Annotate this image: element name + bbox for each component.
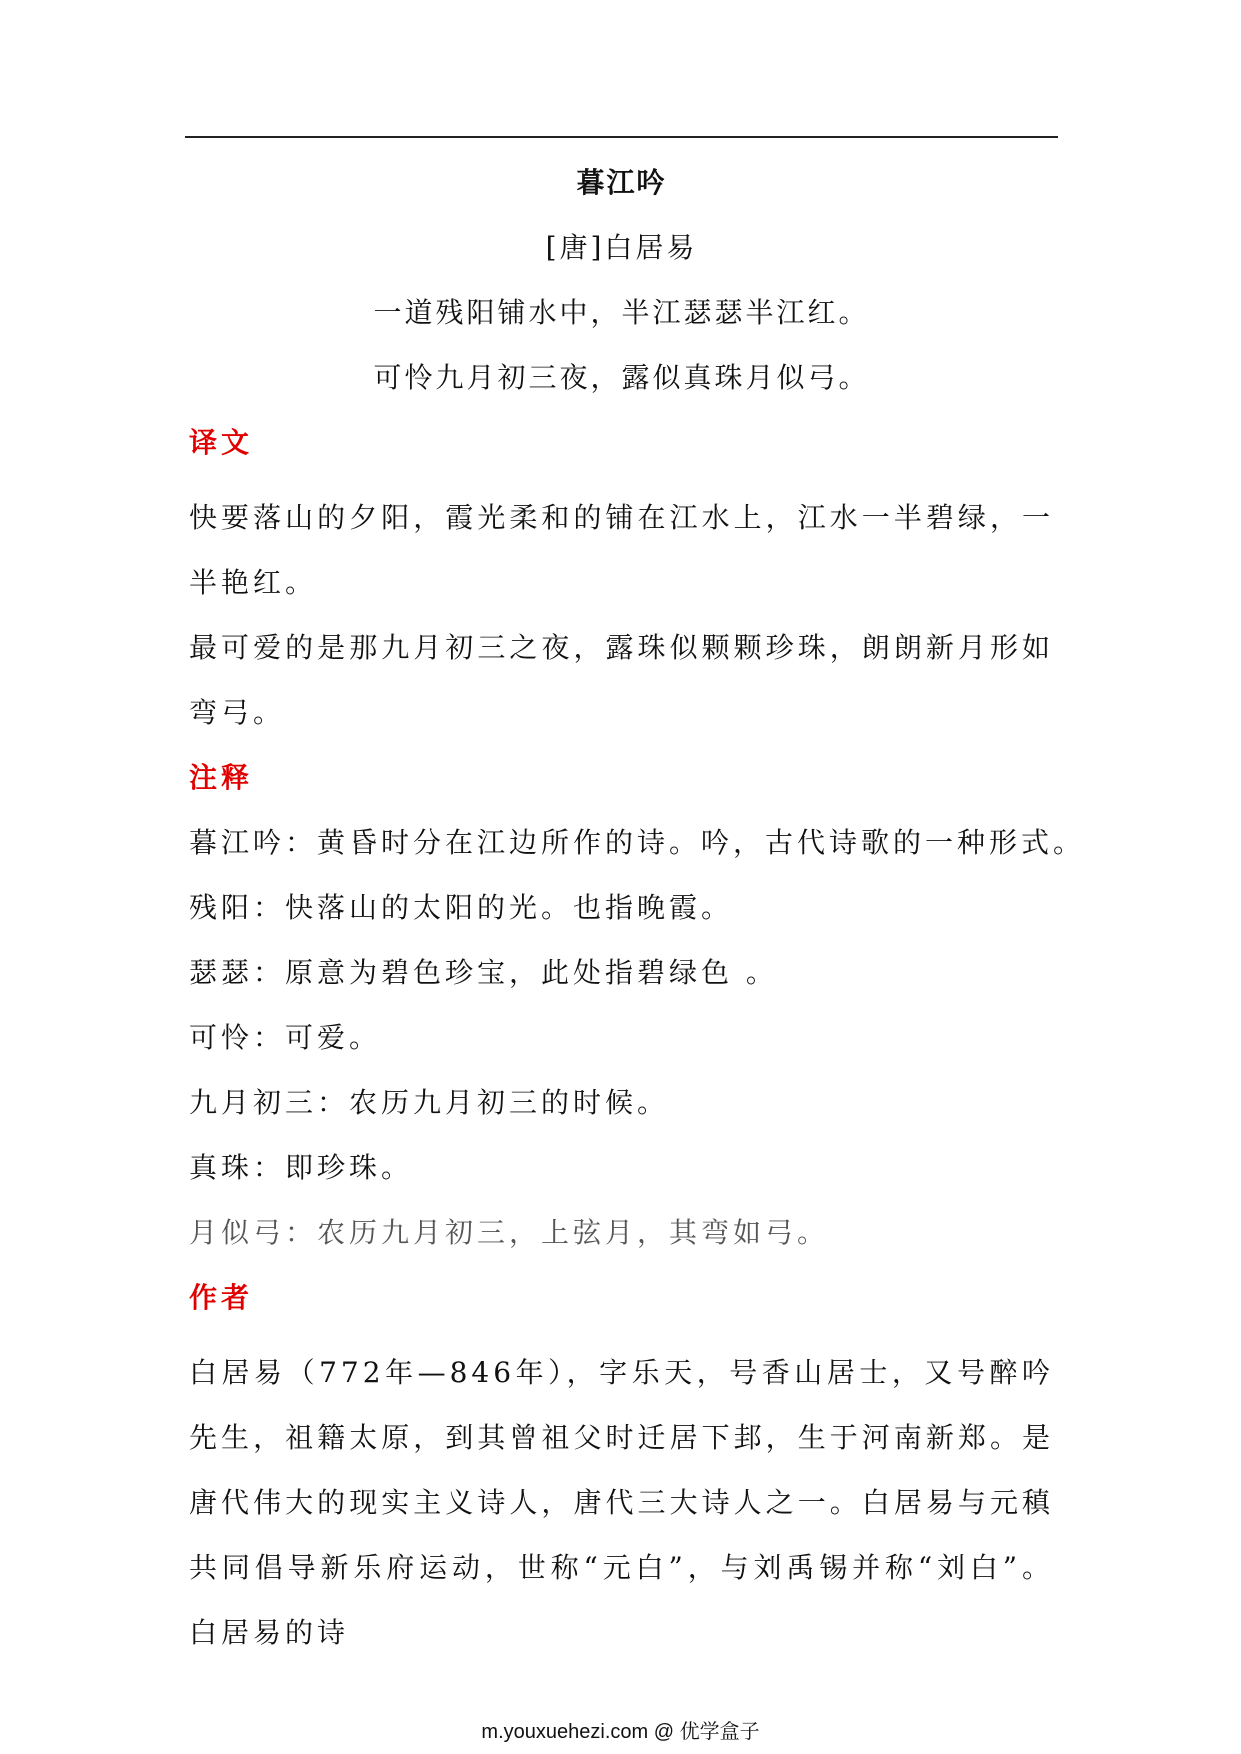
poem-line: 一道残阳铺水中，半江瑟瑟半江红。 [373,296,870,329]
translation-paragraph: 最可爱的是那九月初三之夜，露珠似颗颗珍珠，朗朗新月形如弯弓。 [189,631,1054,729]
top-rule [185,136,1058,138]
note-item: 月似弓：农历九月初三，上弦月，其弯如弓。 [189,1216,830,1249]
poem-author: [唐]白居易 [545,231,698,264]
document-body [189,160,1086,1665]
note-item: 暮江吟：黄昏时分在江边所作的诗。吟，古代诗歌的一种形式。 [189,826,1086,859]
poem-line: 可怜九月初三夜，露似真珠月似弓。 [373,361,870,394]
note-item: 残阳：快落山的太阳的光。也指晚霞。 [189,891,734,924]
note-item: 瑟瑟：原意为碧色珍宝，此处指碧绿色 。 [189,956,778,989]
note-item: 九月初三：农历九月初三的时候。 [189,1086,670,1119]
translation-heading: 译文 [189,426,254,459]
author-heading: 作者 [189,1281,254,1314]
poem-title: 暮江吟 [576,166,667,199]
footer-watermark: m.youxuehezi.com @ 优学盒子 [481,1721,760,1743]
notes-heading: 注释 [189,761,254,794]
note-item: 可怜：可爱。 [189,1021,382,1054]
author-paragraph: 白居易（772年—846年），字乐天，号香山居士，又号醉吟先生，祖籍太原，到其曾祖父时迁居下邽，生于河南新郑。是唐代伟大的现实主义诗人，唐代三大诗人之一。白居易与元稹共同倡导新乐府运动，世称“元白”，与刘禹锡并称“刘白”。白居易的诗 [189,1356,1054,1649]
translation-paragraph: 快要落山的夕阳，霞光柔和的铺在江水上，江水一半碧绿，一半艳红。 [189,501,1054,599]
note-item: 真珠：即珍珠。 [189,1151,414,1184]
